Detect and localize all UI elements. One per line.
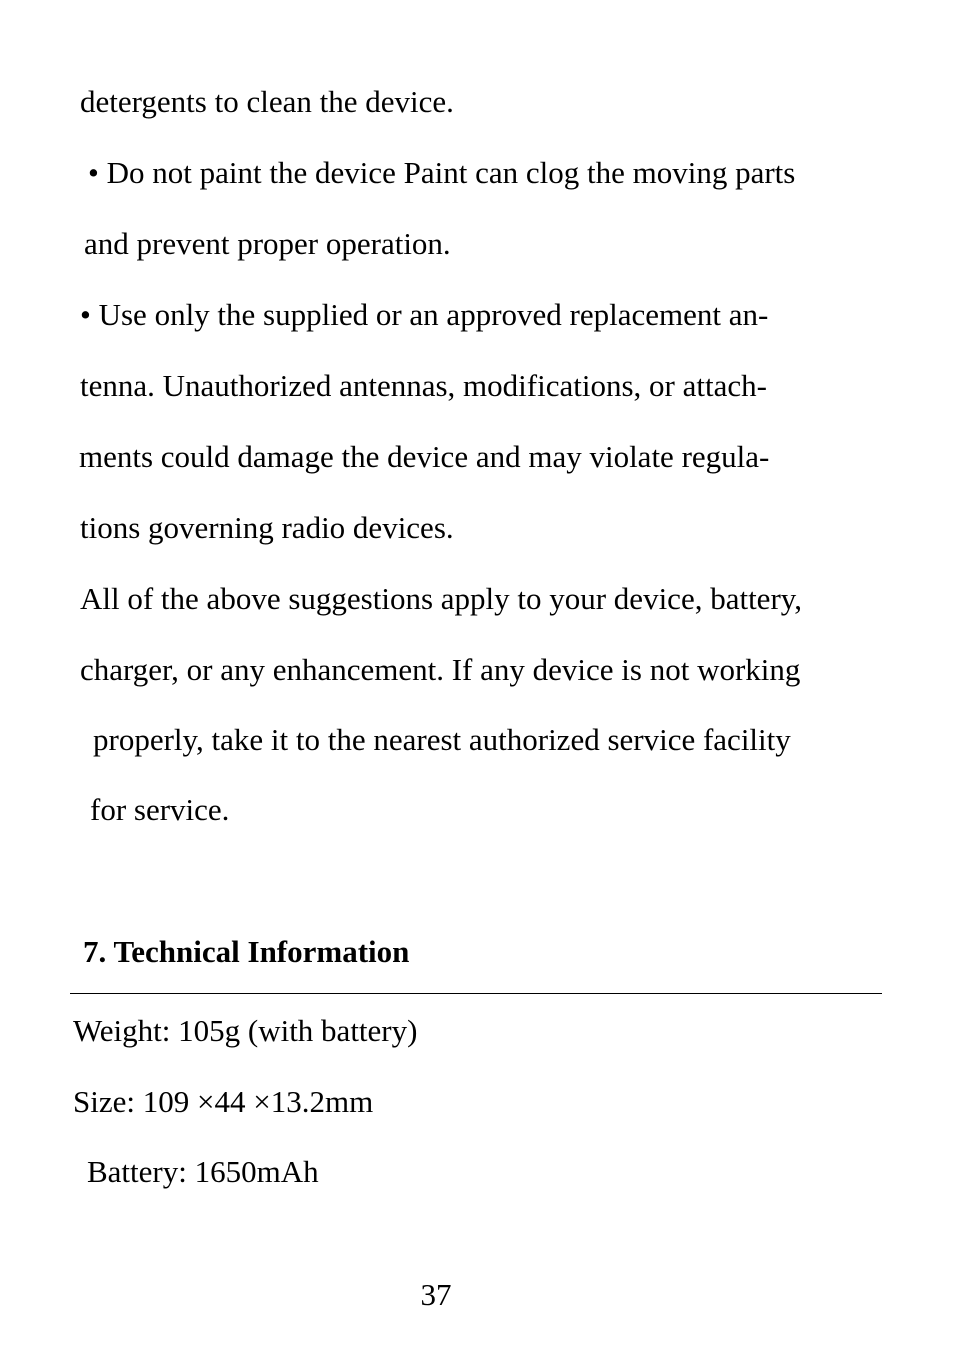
section-heading: 7. Technical Information	[83, 934, 410, 969]
body-line: detergents to clean the device.	[80, 84, 454, 119]
body-line: ments could damage the device and may violate regula-	[79, 439, 770, 474]
body-line: • Use only the supplied or an approved replacement an-	[80, 297, 769, 332]
body-line: • Do not paint the device Paint can clog the moving parts	[88, 155, 796, 190]
body-line: All of the above suggestions apply to your device, battery,	[80, 581, 803, 616]
body-line: properly, take it to the nearest authorized service facility	[93, 722, 791, 757]
body-line: charger, or any enhancement. If any device is not working	[80, 652, 801, 687]
page-number: 37	[420, 1277, 452, 1312]
body-line: and prevent proper operation.	[84, 226, 451, 261]
body-line: for service.	[90, 792, 230, 827]
body-line: tenna. Unauthorized antennas, modifications, or attach-	[80, 368, 767, 403]
spec-battery: Battery: 1650mAh	[87, 1154, 319, 1189]
body-line: tions governing radio devices.	[80, 510, 454, 545]
section-divider	[70, 993, 882, 994]
spec-weight: Weight: 105g (with battery)	[73, 1013, 418, 1048]
spec-size: Size: 109 ×44 ×13.2mm	[73, 1084, 374, 1119]
